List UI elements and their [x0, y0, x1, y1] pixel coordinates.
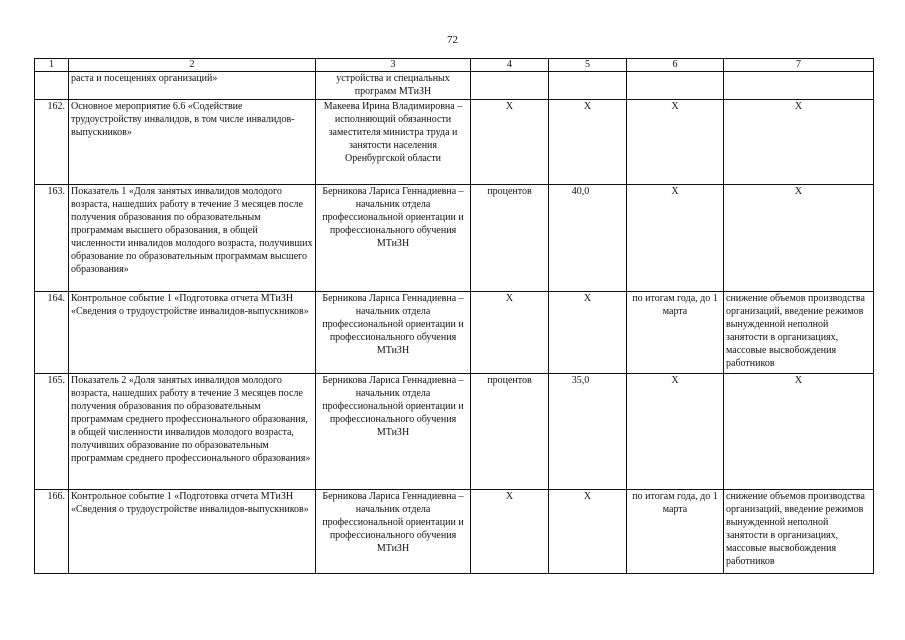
row-unit: процентов	[471, 374, 549, 490]
table-row	[35, 185, 874, 292]
row-note: X	[724, 185, 874, 292]
row-number: 164.	[35, 292, 69, 374]
row-description: раста и посещениях организаций»	[69, 72, 316, 100]
row-note: X	[724, 100, 874, 185]
row-number	[35, 72, 69, 100]
table-row	[35, 292, 874, 374]
plan-table	[34, 58, 874, 574]
row-description: Показатель 1 «Доля занятых инвалидов молодого возраста, нашедших работу в течение 3 месяцев после получения образования по образовательным программам высшего образования, в общей численности инвалидов молодого возраста, получивших образование по образовательным программам высшего образования»	[69, 185, 316, 292]
row-value-text: 35,0	[571, 375, 590, 386]
row-value: X	[549, 100, 627, 185]
row-value: X	[549, 292, 627, 374]
table-row	[35, 490, 874, 574]
row-unit: X	[471, 100, 549, 185]
row-unit: X	[471, 490, 549, 574]
row-description: Контрольное событие 1 «Подготовка отчета МТиЗН «Сведения о трудоустройстве инвалидов-выпускников»	[69, 292, 316, 374]
table-row	[35, 72, 874, 100]
row-note	[724, 72, 874, 100]
row-description: Основное мероприятие 6.6 «Содействие трудоустройству инвалидов, в том числе инвалидов-выпускников»	[69, 100, 316, 185]
row-responsible: устройства и специальных программ МТиЗН	[316, 72, 471, 100]
row-value-text: 40,0	[571, 186, 590, 197]
column-header: 2	[69, 59, 316, 72]
column-header: 1	[35, 59, 69, 72]
column-header: 4	[471, 59, 549, 72]
row-responsible: Берникова Лариса Геннадиевна – начальник отдела профессиональной ориентации и профессионального обучения МТиЗН	[316, 490, 471, 574]
row-term: X	[627, 185, 724, 292]
row-term: X	[627, 100, 724, 185]
row-term	[627, 72, 724, 100]
row-note: снижение объемов производства организаций, введение режимов вынужденной неполной занятости в организациях, массовые высвобождения работников	[724, 292, 874, 374]
row-note: снижение объемов производства организаций, введение режимов вынужденной неполной занятости в организациях, массовые высвобождения работников	[724, 490, 874, 574]
row-unit: X	[471, 292, 549, 374]
row-description: Показатель 2 «Доля занятых инвалидов молодого возраста, нашедших работу в течение 3 месяцев после получения образования по образовательным программам среднего профессионального образования, в общей численности инвалидов молодого возраста, получивших образование по образовательным программам среднего профессионального образования»	[69, 374, 316, 490]
row-value: X	[549, 490, 627, 574]
column-header: 3	[316, 59, 471, 72]
row-description: Контрольное событие 1 «Подготовка отчета МТиЗН «Сведения о трудоустройстве инвалидов-выпускников»	[69, 490, 316, 574]
row-number: 162.	[35, 100, 69, 185]
row-note: X	[724, 374, 874, 490]
row-responsible: Берникова Лариса Геннадиевна – начальник отдела профессиональной ориентации и профессионального обучения МТиЗН	[316, 374, 471, 490]
column-header: 7	[724, 59, 874, 72]
row-value	[549, 185, 627, 292]
table-row	[35, 100, 874, 185]
row-term: по итогам года, до 1 марта	[627, 292, 724, 374]
row-number: 165.	[35, 374, 69, 490]
row-value	[549, 72, 627, 100]
row-responsible: Берникова Лариса Геннадиевна – начальник отдела профессиональной ориентации и профессионального обучения МТиЗН	[316, 185, 471, 292]
row-number: 163.	[35, 185, 69, 292]
row-unit	[471, 72, 549, 100]
page-number: 72	[447, 34, 458, 46]
row-responsible: Берникова Лариса Геннадиевна – начальник отдела профессиональной ориентации и профессионального обучения МТиЗН	[316, 292, 471, 374]
table-row	[35, 374, 874, 490]
column-header: 6	[627, 59, 724, 72]
column-header: 5	[549, 59, 627, 72]
row-responsible: Макеева Ирина Владимировна – исполняющий обязанности заместителя министра труда и занятости населения Оренбургской области	[316, 100, 471, 185]
row-value	[549, 374, 627, 490]
row-unit: процентов	[471, 185, 549, 292]
row-term: по итогам года, до 1 марта	[627, 490, 724, 574]
row-term: X	[627, 374, 724, 490]
row-number: 166.	[35, 490, 69, 574]
column-header-row	[35, 59, 874, 72]
